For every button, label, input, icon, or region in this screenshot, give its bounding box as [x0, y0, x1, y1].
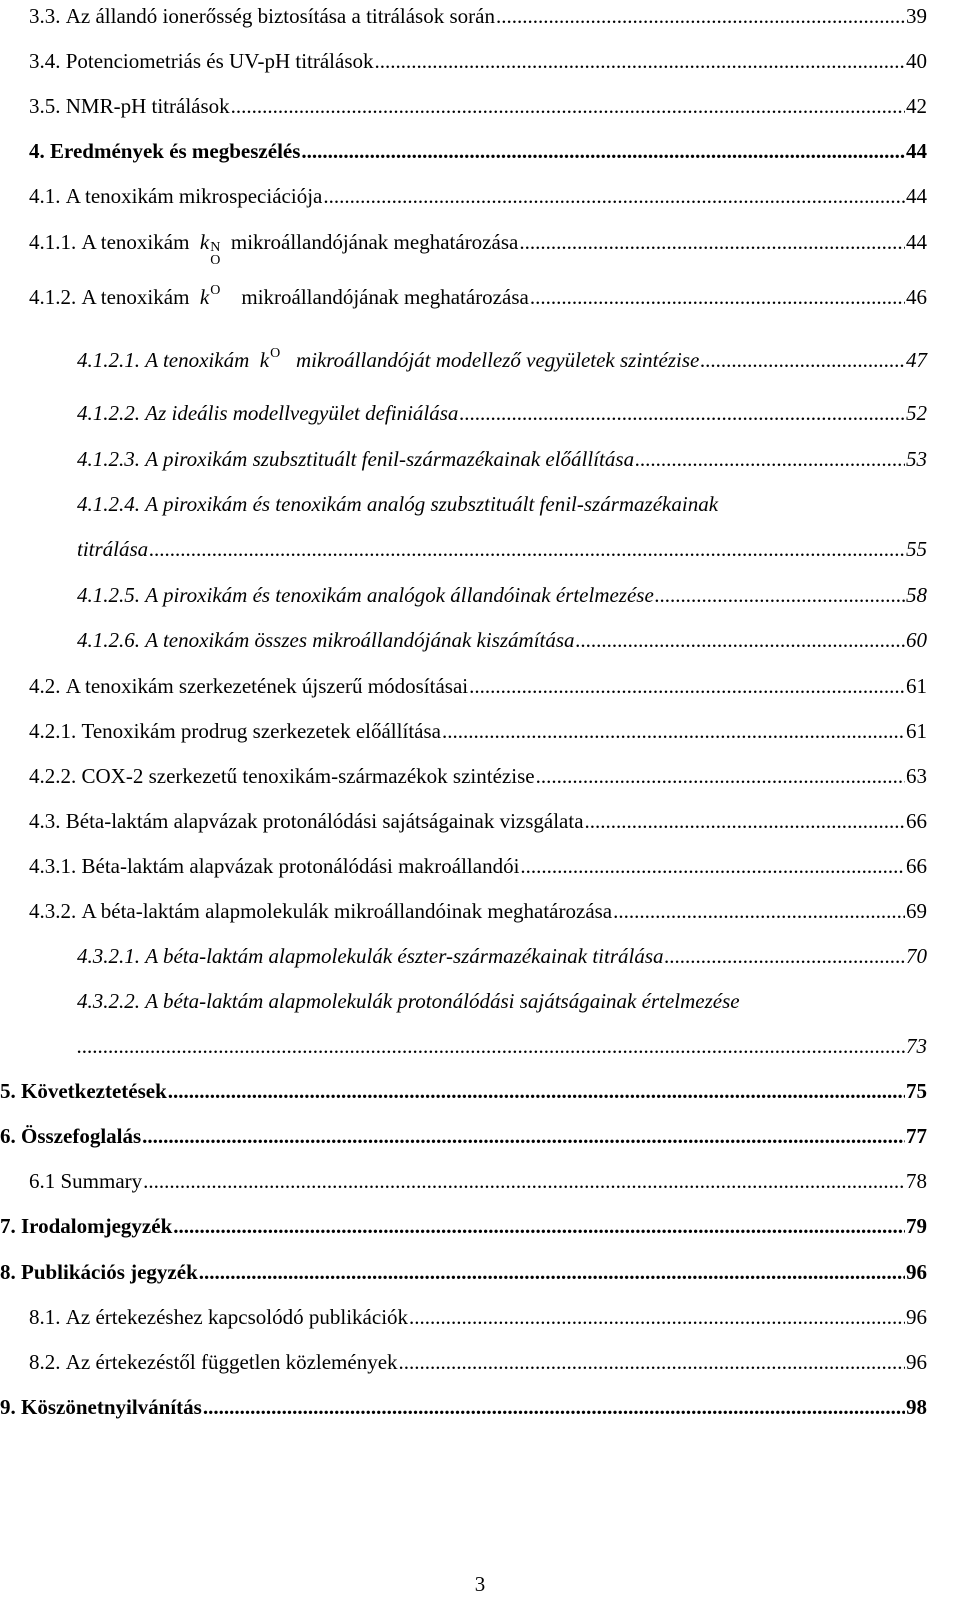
toc-title-continuation: titrálása	[77, 537, 149, 561]
dot-leader	[199, 1257, 905, 1287]
toc-number: 4.1.2.6.	[77, 628, 140, 652]
toc-page: 39	[906, 4, 927, 28]
toc-entry[interactable]	[0, 1076, 927, 1106]
toc-number: 4.1.2.5.	[77, 583, 140, 607]
toc-page: 73	[906, 1034, 927, 1058]
toc-entry[interactable]	[77, 398, 927, 428]
toc-entry[interactable]	[29, 716, 927, 746]
toc-title: Béta-laktám alapvázak protonálódási makroállandói	[81, 854, 520, 878]
toc-title: A tenoxikám szerkezetének újszerű módosításai	[65, 674, 469, 698]
toc-number: 4.2.	[29, 674, 61, 698]
toc-page: 63	[906, 764, 927, 788]
toc-page: 44	[906, 139, 927, 163]
toc-number: 4.3.2.1.	[77, 944, 140, 968]
toc-title: Béta-laktám alapvázak protonálódási sajátságainak vizsgálata	[65, 809, 584, 833]
toc-entry[interactable]	[0, 1121, 927, 1151]
toc-title: COX-2 szerkezetű tenoxikám-származékok szintézise	[81, 764, 535, 788]
toc-number: 3.3.	[29, 4, 61, 28]
toc-title: A piroxikám és tenoxikám analógok állandóinak értelmezése	[145, 583, 654, 607]
toc-title: A piroxikám és tenoxikám analóg szubsztituált fenil-származékainak	[145, 492, 719, 516]
dot-leader	[142, 1121, 905, 1151]
dot-leader	[459, 398, 905, 428]
toc-number: 4.1.1.	[29, 230, 77, 254]
toc-number: 6.1	[29, 1169, 56, 1193]
toc-number: 4.3.1.	[29, 854, 77, 878]
constant-indices	[210, 241, 220, 267]
toc-number: 4.1.2.4.	[77, 492, 140, 516]
toc-title: A tenoxikám mikrospeciációja	[65, 184, 323, 208]
toc-title: A piroxikám szubsztituált fenil-származékainak előállítása	[145, 447, 635, 471]
dot-leader	[143, 1166, 905, 1196]
toc-entry[interactable]	[29, 46, 927, 76]
toc-page: 53	[906, 447, 927, 471]
toc-entry[interactable]	[29, 91, 927, 121]
dot-leader	[301, 136, 905, 166]
toc-number: 3.5.	[29, 94, 61, 118]
toc-number: 6.	[0, 1124, 16, 1148]
dot-leader	[700, 345, 905, 375]
toc-number: 8.	[0, 1260, 16, 1284]
toc-page: 75	[906, 1079, 927, 1103]
dot-leader	[536, 761, 905, 791]
toc-title	[82, 282, 529, 316]
toc-entry[interactable]	[29, 851, 927, 881]
toc-title-text: mikroállandójának meghatározása	[241, 285, 529, 309]
toc-entry[interactable]	[0, 1211, 927, 1241]
dot-leader	[585, 806, 905, 836]
toc-number: 5.	[0, 1079, 16, 1103]
toc-entry[interactable]	[29, 1166, 927, 1196]
toc-title: Az értekezéstől független közlemények	[65, 1350, 398, 1374]
toc-entry[interactable]	[29, 181, 927, 211]
constant-letter: k	[199, 285, 210, 309]
toc-title-text: A tenoxikám	[145, 348, 250, 372]
toc-page: 69	[906, 899, 927, 923]
toc-entry[interactable]	[77, 580, 927, 610]
toc-entry[interactable]	[29, 671, 927, 701]
toc-entry[interactable]	[29, 282, 927, 312]
dot-leader	[635, 444, 905, 474]
toc-page: 44	[906, 230, 927, 254]
toc-number: 4.3.2.2.	[77, 989, 140, 1013]
page-number: 3	[474, 1572, 486, 1596]
toc-title: A béta-laktám alapmolekulák észter-származékainak titrálása	[145, 944, 664, 968]
toc-number: 4.1.2.	[29, 285, 77, 309]
toc-title-text: mikroállandóját modellező vegyületek szintézise	[295, 348, 700, 372]
dot-leader	[77, 1031, 905, 1061]
toc-page: 61	[906, 719, 927, 743]
toc-page: 96	[906, 1305, 927, 1329]
dot-leader	[519, 227, 905, 257]
dot-leader	[409, 1302, 905, 1332]
toc-number: 4.1.2.3.	[77, 447, 140, 471]
toc-title: NMR-pH titrálások	[65, 94, 230, 118]
toc-entry[interactable]	[29, 761, 927, 791]
constant-superscript: O	[270, 346, 281, 361]
toc-number: 4.	[29, 139, 45, 163]
toc-entry[interactable]	[77, 345, 927, 375]
toc-number: 8.2.	[29, 1350, 61, 1374]
constant-superscript: O	[210, 283, 221, 298]
constant-symbol	[260, 345, 280, 379]
toc-page: 98	[906, 1395, 927, 1419]
toc-title-text: mikroállandójának meghatározása	[230, 230, 519, 254]
dot-leader	[442, 716, 905, 746]
dot-leader	[576, 625, 905, 655]
dot-leader	[530, 282, 905, 312]
toc-title: Eredmények és megbeszélés	[50, 139, 301, 163]
toc-number: 4.2.2.	[29, 764, 77, 788]
toc-entry[interactable]	[77, 444, 927, 474]
toc-title: A béta-laktám alapmolekulák protonálódási sajátságainak értelmezése	[145, 989, 740, 1013]
constant-letter: k	[259, 348, 270, 372]
constant-symbol	[200, 227, 220, 267]
constant-subscript: O	[210, 253, 221, 268]
dot-leader	[173, 1211, 905, 1241]
dot-leader	[613, 896, 905, 926]
toc-page: 46	[906, 285, 927, 309]
toc-page: 47	[906, 348, 927, 372]
toc-title: Tenoxikám prodrug szerkezetek előállítása	[81, 719, 441, 743]
dot-leader	[149, 534, 905, 564]
toc-title-text: A tenoxikám	[81, 230, 190, 254]
toc-entry[interactable]	[29, 806, 927, 836]
toc-entry[interactable]	[77, 941, 927, 971]
dot-leader	[168, 1076, 905, 1106]
toc-entry[interactable]	[29, 136, 927, 166]
dot-leader	[323, 181, 905, 211]
dot-leader	[655, 580, 905, 610]
toc-page: 55	[906, 537, 927, 561]
toc-entry[interactable]	[0, 1257, 927, 1287]
toc-number: 4.3.	[29, 809, 61, 833]
dot-leader	[520, 851, 905, 881]
toc-title: Potenciometriás és UV-pH titrálások	[65, 49, 374, 73]
toc-page: 66	[906, 854, 927, 878]
toc-title: A béta-laktám alapmolekulák mikroállandóinak meghatározása	[81, 899, 613, 923]
toc-entry[interactable]	[77, 534, 927, 564]
toc-title	[145, 345, 699, 379]
constant-symbol	[200, 282, 220, 316]
dot-leader	[231, 91, 905, 121]
toc-number: 8.1.	[29, 1305, 61, 1329]
toc-number: 3.4.	[29, 49, 61, 73]
dot-leader	[665, 941, 905, 971]
toc-page: 58	[906, 583, 927, 607]
toc-title: Köszönetnyilvánítás	[21, 1395, 202, 1419]
toc-page: 60	[906, 628, 927, 652]
dot-leader	[203, 1392, 905, 1422]
toc-title: Summary	[60, 1169, 143, 1193]
toc-title: Következtetések	[21, 1079, 167, 1103]
toc-title	[82, 227, 519, 267]
toc-page: 40	[906, 49, 927, 73]
toc-title: Publikációs jegyzék	[21, 1260, 198, 1284]
toc-number: 4.1.2.1.	[77, 348, 140, 372]
toc-page: 52	[906, 401, 927, 425]
toc-entry[interactable]	[29, 1302, 927, 1332]
dot-leader	[375, 46, 905, 76]
toc-number: 4.1.	[29, 184, 61, 208]
toc-title: Összefoglalás	[21, 1124, 142, 1148]
dot-leader	[399, 1347, 905, 1377]
toc-entry[interactable]	[29, 1347, 927, 1377]
toc-entry[interactable]	[29, 1, 927, 31]
toc-page: 79	[906, 1214, 927, 1238]
toc-page: 77	[906, 1124, 927, 1148]
toc-number: 4.2.1.	[29, 719, 77, 743]
toc-entry[interactable]	[0, 1392, 927, 1422]
toc-entry-first-line[interactable]	[77, 986, 740, 1016]
toc-page: 70	[906, 944, 927, 968]
toc-entry[interactable]	[29, 896, 927, 926]
toc-entry[interactable]	[77, 625, 927, 655]
toc-entry[interactable]	[77, 1031, 927, 1061]
toc-title-text: A tenoxikám	[81, 285, 190, 309]
toc-entry[interactable]	[29, 227, 927, 268]
toc-page: 61	[906, 674, 927, 698]
toc-title: Irodalomjegyzék	[21, 1214, 173, 1238]
toc-number: 7.	[0, 1214, 16, 1238]
toc-title: Az ideális modellvegyület definiálása	[145, 401, 459, 425]
toc-entry-first-line[interactable]	[77, 489, 718, 519]
toc-page: 66	[906, 809, 927, 833]
toc-page: 96	[906, 1260, 927, 1284]
toc-number: 9.	[0, 1395, 16, 1419]
toc-page: 96	[906, 1350, 927, 1374]
toc-page: 42	[906, 94, 927, 118]
toc-title: Az értekezéshez kapcsolódó publikációk	[65, 1305, 409, 1329]
toc-page: 44	[906, 184, 927, 208]
constant-superscript: N	[210, 240, 221, 255]
dot-leader	[469, 671, 905, 701]
toc-title: Az állandó ionerősség biztosítása a titrálások során	[65, 4, 495, 28]
toc-number: 4.3.2.	[29, 899, 77, 923]
constant-letter: k	[199, 230, 210, 254]
dot-leader	[496, 1, 905, 31]
toc-number: 4.1.2.2.	[77, 401, 140, 425]
toc-title: A tenoxikám összes mikroállandójának kiszámítása	[145, 628, 575, 652]
toc-page: 78	[906, 1169, 927, 1193]
